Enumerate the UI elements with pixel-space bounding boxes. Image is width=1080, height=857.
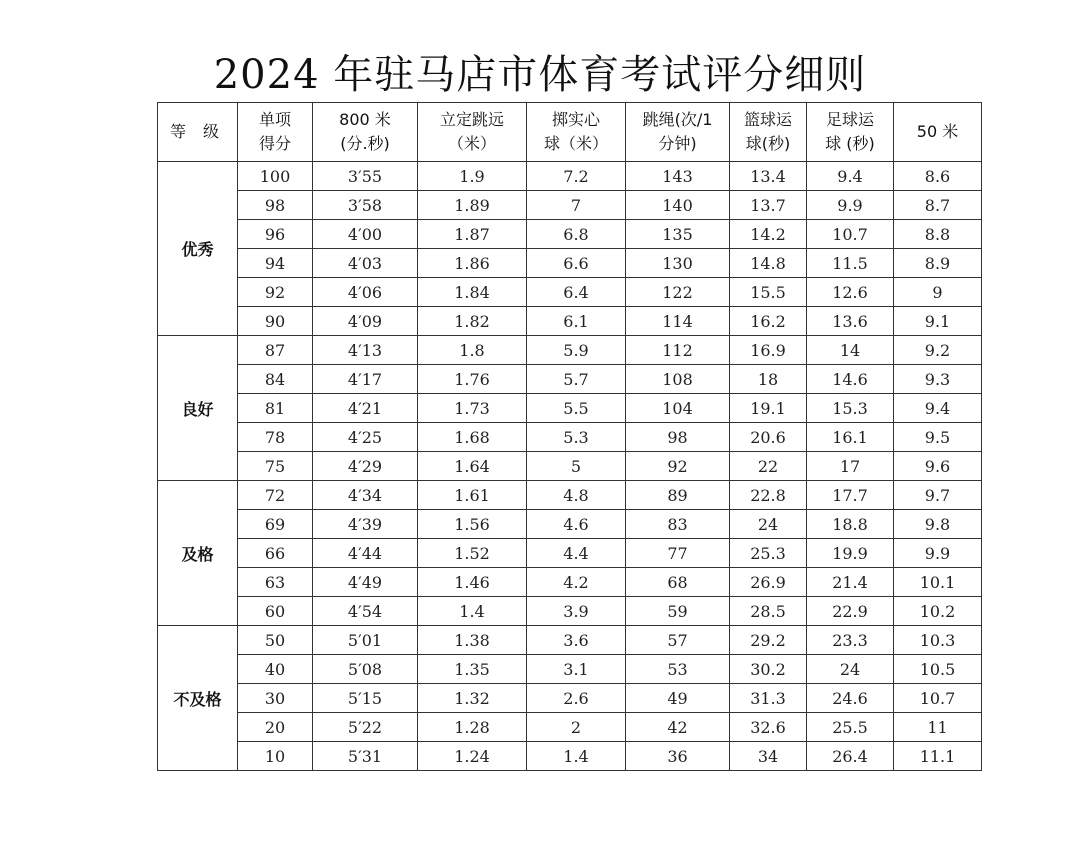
cell-score: 10 (238, 742, 313, 771)
cell-longjump: 1.82 (418, 307, 527, 336)
table-row (158, 742, 982, 771)
cell-football: 26.4 (807, 742, 894, 771)
cell-run50: 9.1 (894, 307, 982, 336)
document-title: 2024 年驻马店市体育考试评分细则 (213, 52, 867, 98)
cell-longjump: 1.9 (418, 162, 527, 191)
cell-football: 19.9 (807, 539, 894, 568)
cell-medball: 7.2 (527, 162, 626, 191)
table-body (158, 162, 982, 771)
header-run50-line: 50 米 (916, 122, 959, 141)
cell-run800: 4′13 (313, 336, 418, 365)
cell-basketball: 14.8 (730, 249, 807, 278)
table-row (158, 336, 982, 365)
cell-basketball: 15.5 (730, 278, 807, 307)
cell-run50: 8.7 (894, 191, 982, 220)
header-longjump-line: （米） (447, 134, 496, 153)
cell-basketball: 22.8 (730, 481, 807, 510)
cell-longjump: 1.84 (418, 278, 527, 307)
cell-longjump: 1.32 (418, 684, 527, 713)
cell-score: 60 (238, 597, 313, 626)
cell-football: 13.6 (807, 307, 894, 336)
cell-run800: 4′03 (313, 249, 418, 278)
header-medball (527, 103, 626, 162)
cell-longjump: 1.35 (418, 655, 527, 684)
cell-medball: 3.6 (527, 626, 626, 655)
cell-football: 18.8 (807, 510, 894, 539)
grade-label: 及格 (158, 481, 238, 626)
cell-basketball: 24 (730, 510, 807, 539)
cell-score: 30 (238, 684, 313, 713)
cell-football: 9.4 (807, 162, 894, 191)
cell-rope: 140 (626, 191, 730, 220)
cell-run50: 8.8 (894, 220, 982, 249)
cell-basketball: 22 (730, 452, 807, 481)
cell-rope: 122 (626, 278, 730, 307)
cell-run50: 9.6 (894, 452, 982, 481)
cell-basketball: 30.2 (730, 655, 807, 684)
cell-run800: 4′09 (313, 307, 418, 336)
cell-rope: 49 (626, 684, 730, 713)
header-rope-line: 分钟) (658, 134, 697, 153)
cell-football: 9.9 (807, 191, 894, 220)
cell-run50: 9.8 (894, 510, 982, 539)
cell-run50: 9.2 (894, 336, 982, 365)
cell-medball: 6.1 (527, 307, 626, 336)
header-run800 (313, 103, 418, 162)
cell-longjump: 1.24 (418, 742, 527, 771)
table-row (158, 626, 982, 655)
cell-run50: 8.6 (894, 162, 982, 191)
cell-run800: 3′58 (313, 191, 418, 220)
cell-longjump: 1.86 (418, 249, 527, 278)
cell-rope: 112 (626, 336, 730, 365)
cell-basketball: 13.7 (730, 191, 807, 220)
table-row (158, 655, 982, 684)
cell-medball: 3.1 (527, 655, 626, 684)
cell-football: 17.7 (807, 481, 894, 510)
table-row (158, 713, 982, 742)
cell-run800: 4′39 (313, 510, 418, 539)
cell-medball: 4.6 (527, 510, 626, 539)
cell-football: 14.6 (807, 365, 894, 394)
grade-label: 优秀 (158, 162, 238, 336)
cell-rope: 42 (626, 713, 730, 742)
cell-score: 66 (238, 539, 313, 568)
table-row (158, 394, 982, 423)
cell-run50: 8.9 (894, 249, 982, 278)
cell-run800: 5′08 (313, 655, 418, 684)
cell-rope: 135 (626, 220, 730, 249)
cell-run50: 9 (894, 278, 982, 307)
cell-football: 21.4 (807, 568, 894, 597)
cell-basketball: 28.5 (730, 597, 807, 626)
cell-run800: 4′29 (313, 452, 418, 481)
cell-longjump: 1.56 (418, 510, 527, 539)
cell-run800: 4′44 (313, 539, 418, 568)
cell-run800: 4′54 (313, 597, 418, 626)
cell-run800: 4′21 (313, 394, 418, 423)
cell-run50: 10.7 (894, 684, 982, 713)
cell-football: 24.6 (807, 684, 894, 713)
cell-medball: 3.9 (527, 597, 626, 626)
header-score (238, 103, 313, 162)
table-row (158, 423, 982, 452)
cell-rope: 89 (626, 481, 730, 510)
header-score-line: 得分 (258, 134, 291, 153)
cell-basketball: 13.4 (730, 162, 807, 191)
header-medball-line: 球（米） (543, 134, 608, 153)
cell-basketball: 34 (730, 742, 807, 771)
grade-label: 不及格 (158, 626, 238, 771)
cell-medball: 5.7 (527, 365, 626, 394)
cell-football: 24 (807, 655, 894, 684)
header-medball-line: 掷实心 (551, 110, 600, 129)
header-run50 (894, 103, 982, 162)
header-run800-line: (分.秒) (340, 134, 390, 153)
cell-longjump: 1.4 (418, 597, 527, 626)
table-row (158, 249, 982, 278)
header-grade (158, 103, 238, 162)
cell-longjump: 1.89 (418, 191, 527, 220)
header-run800-line: 800 米 (339, 110, 391, 129)
cell-football: 14 (807, 336, 894, 365)
cell-medball: 5.5 (527, 394, 626, 423)
cell-longjump: 1.8 (418, 336, 527, 365)
cell-rope: 92 (626, 452, 730, 481)
cell-run800: 5′15 (313, 684, 418, 713)
cell-score: 20 (238, 713, 313, 742)
cell-run800: 5′22 (313, 713, 418, 742)
cell-medball: 5 (527, 452, 626, 481)
header-football-line: 足球运 (825, 110, 874, 129)
grade-label: 良好 (158, 336, 238, 481)
cell-basketball: 26.9 (730, 568, 807, 597)
cell-longjump: 1.61 (418, 481, 527, 510)
cell-rope: 104 (626, 394, 730, 423)
cell-medball: 6.8 (527, 220, 626, 249)
cell-football: 22.9 (807, 597, 894, 626)
cell-run800: 4′06 (313, 278, 418, 307)
cell-medball: 4.4 (527, 539, 626, 568)
cell-score: 92 (238, 278, 313, 307)
cell-medball: 6.6 (527, 249, 626, 278)
cell-run50: 10.5 (894, 655, 982, 684)
cell-score: 72 (238, 481, 313, 510)
cell-basketball: 31.3 (730, 684, 807, 713)
header-longjump-line: 立定跳远 (439, 110, 504, 129)
header-basketball-line: 篮球运 (743, 110, 792, 129)
cell-rope: 83 (626, 510, 730, 539)
cell-basketball: 16.9 (730, 336, 807, 365)
cell-rope: 130 (626, 249, 730, 278)
header-longjump (418, 103, 527, 162)
cell-basketball: 29.2 (730, 626, 807, 655)
cell-rope: 53 (626, 655, 730, 684)
cell-basketball: 14.2 (730, 220, 807, 249)
cell-score: 50 (238, 626, 313, 655)
cell-football: 16.1 (807, 423, 894, 452)
cell-medball: 1.4 (527, 742, 626, 771)
cell-rope: 36 (626, 742, 730, 771)
cell-run800: 4′49 (313, 568, 418, 597)
cell-run50: 9.7 (894, 481, 982, 510)
cell-score: 94 (238, 249, 313, 278)
cell-football: 23.3 (807, 626, 894, 655)
cell-longjump: 1.52 (418, 539, 527, 568)
header-grade-line: 等 级 (169, 122, 226, 141)
table-row (158, 481, 982, 510)
cell-longjump: 1.68 (418, 423, 527, 452)
cell-longjump: 1.76 (418, 365, 527, 394)
cell-run800: 3′55 (313, 162, 418, 191)
cell-run800: 4′34 (313, 481, 418, 510)
cell-medball: 6.4 (527, 278, 626, 307)
cell-basketball: 20.6 (730, 423, 807, 452)
cell-football: 17 (807, 452, 894, 481)
cell-basketball: 16.2 (730, 307, 807, 336)
header-score-line: 单项 (258, 110, 291, 129)
cell-football: 10.7 (807, 220, 894, 249)
cell-basketball: 18 (730, 365, 807, 394)
cell-medball: 2 (527, 713, 626, 742)
header-basketball-line: 球(秒) (745, 134, 791, 153)
cell-football: 11.5 (807, 249, 894, 278)
table-row (158, 307, 982, 336)
cell-longjump: 1.46 (418, 568, 527, 597)
cell-rope: 68 (626, 568, 730, 597)
cell-rope: 77 (626, 539, 730, 568)
cell-medball: 5.3 (527, 423, 626, 452)
cell-score: 84 (238, 365, 313, 394)
table-row (158, 162, 982, 191)
table-row (158, 220, 982, 249)
header-basketball (730, 103, 807, 162)
scoring-table (157, 102, 982, 771)
cell-score: 90 (238, 307, 313, 336)
table-row (158, 365, 982, 394)
header-football (807, 103, 894, 162)
cell-medball: 5.9 (527, 336, 626, 365)
header-rope-line: 跳绳(次/1 (642, 110, 713, 129)
cell-rope: 59 (626, 597, 730, 626)
cell-score: 78 (238, 423, 313, 452)
cell-basketball: 25.3 (730, 539, 807, 568)
cell-rope: 108 (626, 365, 730, 394)
cell-football: 15.3 (807, 394, 894, 423)
cell-run50: 10.2 (894, 597, 982, 626)
cell-football: 12.6 (807, 278, 894, 307)
cell-run800: 4′25 (313, 423, 418, 452)
cell-score: 98 (238, 191, 313, 220)
cell-run50: 11.1 (894, 742, 982, 771)
cell-medball: 4.8 (527, 481, 626, 510)
cell-score: 96 (238, 220, 313, 249)
cell-rope: 98 (626, 423, 730, 452)
header-rope (626, 103, 730, 162)
cell-medball: 7 (527, 191, 626, 220)
table-row (158, 278, 982, 307)
cell-run50: 9.4 (894, 394, 982, 423)
cell-run800: 4′17 (313, 365, 418, 394)
cell-longjump: 1.73 (418, 394, 527, 423)
table-row (158, 539, 982, 568)
cell-basketball: 32.6 (730, 713, 807, 742)
table-row (158, 684, 982, 713)
cell-run800: 5′01 (313, 626, 418, 655)
cell-score: 87 (238, 336, 313, 365)
cell-run50: 9.9 (894, 539, 982, 568)
cell-rope: 114 (626, 307, 730, 336)
cell-score: 69 (238, 510, 313, 539)
cell-run50: 9.5 (894, 423, 982, 452)
table-row (158, 597, 982, 626)
header-football-line: 球 (秒) (825, 134, 875, 153)
cell-medball: 4.2 (527, 568, 626, 597)
header-row (158, 103, 982, 162)
cell-longjump: 1.38 (418, 626, 527, 655)
cell-rope: 143 (626, 162, 730, 191)
cell-run800: 5′31 (313, 742, 418, 771)
cell-run50: 9.3 (894, 365, 982, 394)
table-row (158, 452, 982, 481)
cell-score: 75 (238, 452, 313, 481)
cell-longjump: 1.87 (418, 220, 527, 249)
cell-rope: 57 (626, 626, 730, 655)
cell-football: 25.5 (807, 713, 894, 742)
cell-run50: 10.1 (894, 568, 982, 597)
cell-basketball: 19.1 (730, 394, 807, 423)
cell-run50: 11 (894, 713, 982, 742)
cell-score: 100 (238, 162, 313, 191)
cell-longjump: 1.64 (418, 452, 527, 481)
table-row (158, 510, 982, 539)
cell-score: 63 (238, 568, 313, 597)
cell-medball: 2.6 (527, 684, 626, 713)
cell-run50: 10.3 (894, 626, 982, 655)
cell-run800: 4′00 (313, 220, 418, 249)
cell-score: 81 (238, 394, 313, 423)
table-row (158, 191, 982, 220)
table-row (158, 568, 982, 597)
cell-longjump: 1.28 (418, 713, 527, 742)
cell-score: 40 (238, 655, 313, 684)
